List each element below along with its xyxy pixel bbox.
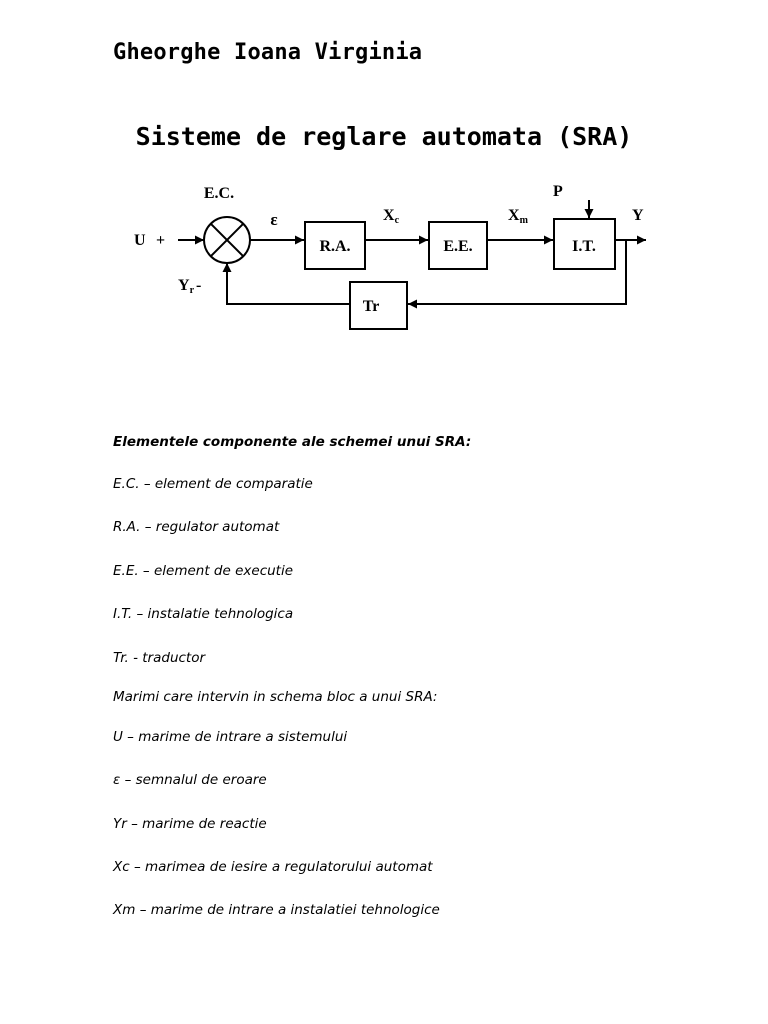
y-label: Y xyxy=(632,207,644,224)
u-label: U xyxy=(134,232,146,249)
legend-item: Xc – marimea de iesire a regulatorului automat xyxy=(113,859,433,875)
legend-item: R.A. – regulator automat xyxy=(113,519,280,535)
xc-label xyxy=(383,207,400,226)
xc-label-main: X xyxy=(383,207,395,224)
epsilon-label: ε xyxy=(270,210,278,229)
legend-heading: Elementele componente ale schemei unui SRA: xyxy=(113,434,472,450)
legend-item: Xm – marime de intrare a instalatiei tehnologice xyxy=(113,902,440,918)
block-it-label: I.T. xyxy=(572,238,596,255)
yr-label-sub: r xyxy=(189,285,195,296)
legend-item: Tr. - traductor xyxy=(113,650,206,666)
comparator-symbol xyxy=(204,217,250,263)
xm-label xyxy=(508,207,529,226)
block-ee-label: E.E. xyxy=(443,238,473,255)
legend-item: Yr – marime de reactie xyxy=(113,816,267,832)
legend-item: E.E. – element de executie xyxy=(113,563,294,579)
legend-item: I.T. – instalatie tehnologica xyxy=(113,606,294,622)
block-diagram xyxy=(0,170,768,340)
xc-label-sub: c xyxy=(394,215,400,226)
quantities-heading: Marimi care intervin in schema bloc a unui SRA: xyxy=(113,689,438,705)
u-plus-sign: + xyxy=(156,232,166,249)
xm-label-main: X xyxy=(508,207,520,224)
yr-label-main: Y xyxy=(178,277,190,294)
legend-item: ε – semnalul de eroare xyxy=(113,772,267,788)
block-ra-label: R.A. xyxy=(319,238,351,255)
block-tr-label: Tr xyxy=(362,298,380,315)
yr-minus-sign: - xyxy=(196,277,202,294)
document-title: Sisteme de reglare automata (SRA) xyxy=(135,122,633,151)
xm-label-sub: m xyxy=(519,215,528,226)
ec-label: E.C. xyxy=(203,185,235,202)
yr-label xyxy=(178,277,201,296)
author-name: Gheorghe Ioana Virginia xyxy=(113,40,423,65)
legend-item: U – marime de intrare a sistemului xyxy=(113,729,348,745)
legend-item: E.C. – element de comparatie xyxy=(113,476,313,492)
p-label: P xyxy=(553,183,563,200)
